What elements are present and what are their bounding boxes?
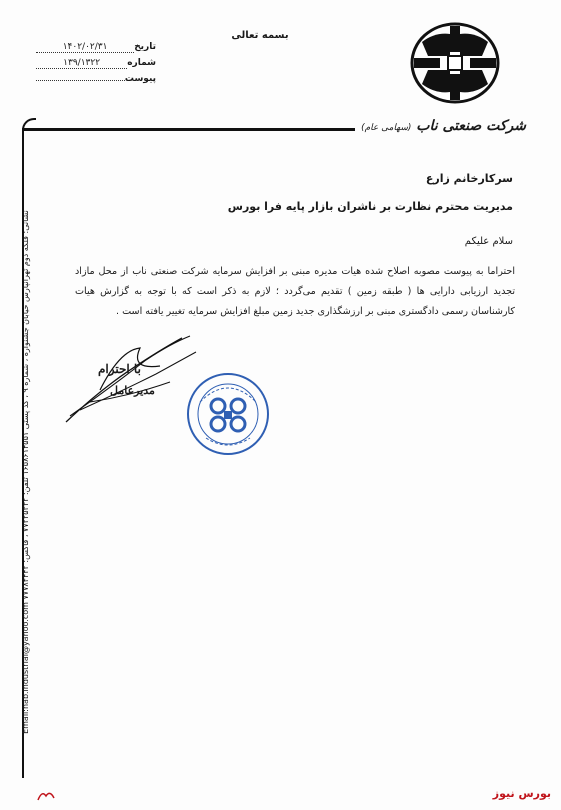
attachment-row xyxy=(36,74,156,90)
company-name-block xyxy=(355,118,532,134)
addressee-name: سرکارخانم زارع xyxy=(425,172,513,185)
number-value: ۱۳۹/۱۳۲۲ xyxy=(36,58,127,69)
date-value: ۱۴۰۲/۰۲/۳۱ xyxy=(36,42,134,53)
letter-meta xyxy=(36,42,156,90)
signatory-title: مدیرعامل xyxy=(110,384,155,397)
side-address: نشانی: فلکه دوم تهرانپارس خیابان جشنواره ، شماره ۹ ، کد پستی ۱۶۵۸۶۱۴۵۵۱ تلفن: ۷۷۲۲۵۳۳۲ ، فاکس: ۷۷۷۸۴۴۴۲ Email:nab.industrial@yahoo.com xyxy=(21,210,30,734)
bottom-logo-icon xyxy=(36,788,56,802)
number-label: شماره xyxy=(127,58,156,68)
attachment-label: پیوست xyxy=(124,74,156,84)
company-type: (سهامی عام) xyxy=(361,123,412,133)
watermark: بورس نیوز xyxy=(492,787,551,800)
date-row xyxy=(36,42,156,58)
bismillah: بسمه تعالی xyxy=(231,30,289,41)
number-row xyxy=(36,58,156,74)
greeting: سلام علیکم xyxy=(464,236,513,247)
addressee-department: مدیریت محترم نظارت بر ناشران بازار پایه فرا بورس xyxy=(227,200,513,213)
letter-body: احتراما به پیوست مصوبه اصلاح شده هیات مدیره مبنی بر افزایش سرمایه شرکت صنعتی ناب از محل مازاد تجدید ارزیابی دارایی ها ( طبقه زمین ) تقدیم می‌گردد ؛ لازم به ذکر است که با توجه به گزارش هیات کارشناسان رسمی دادگستری مبنی بر ارزشگذاری جدید زمین مبلغ افزایش سرمایه تغییر یافته است . xyxy=(75,266,515,317)
company-seal-icon xyxy=(186,372,270,456)
company-logo-icon xyxy=(410,22,500,104)
date-label: تاریخ xyxy=(134,42,156,52)
company-name: شرکت صنعتی ناب xyxy=(416,118,526,134)
signature-icon xyxy=(60,330,200,430)
closing: با احترام xyxy=(98,362,141,376)
attachment-value xyxy=(36,80,125,81)
company-header-bar xyxy=(22,118,532,138)
